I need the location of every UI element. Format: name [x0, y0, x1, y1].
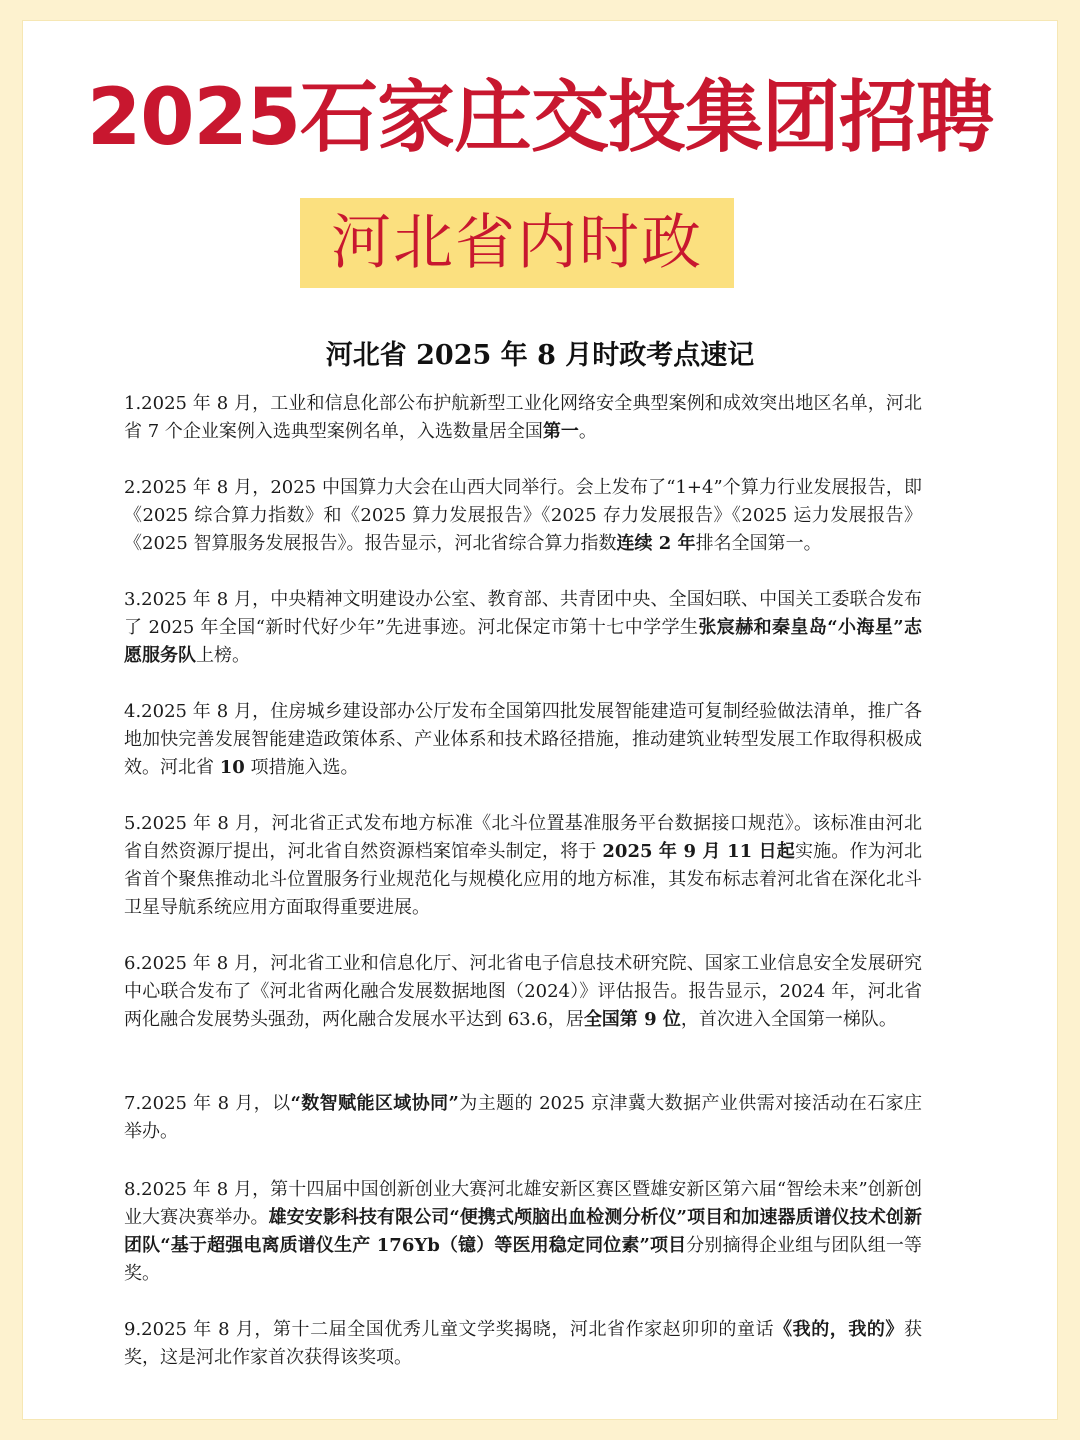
item-text: 排名全国第一。	[695, 533, 822, 554]
item-text: 获奖，这是河北作家首次获得该奖项。	[124, 1319, 922, 1368]
item-text: 上榜。	[196, 645, 250, 666]
item-text: 7.2025 年 8 月，以	[124, 1093, 291, 1114]
news-item-9	[124, 1316, 922, 1372]
main-title: 2025石家庄交投集团招聘	[86, 73, 994, 163]
item-highlight: 10	[219, 757, 245, 778]
item-text: 项措施入选。	[244, 757, 359, 778]
document-title: 河北省 2025 年 8 月时政考点速记	[325, 340, 755, 371]
item-highlight: 2025 年 9 月 11 日起	[602, 841, 795, 862]
item-text: 9.2025 年 8 月，第十二届全国优秀儿童文学奖揭晓，河北省作家赵卯卯的童话	[124, 1319, 775, 1340]
news-item-2	[124, 474, 922, 558]
item-text: 1.2025 年 8 月，工业和信息化部公布护航新型工业化网络安全典型案例和成效突出地区名单，河北省 7 个企业案例入选典型案例名单，入选数量居全国	[124, 393, 922, 442]
item-text: 。	[578, 421, 597, 442]
item-highlight: 《我的，我的》	[774, 1319, 904, 1340]
item-text: 实施。作为河北省首个聚焦推动北斗位置服务行业规范化与规模化应用的地方标准，其发布标志着河北省在深化北斗卫星导航系统应用方面取得重要进展。	[124, 841, 922, 918]
item-text: 8.2025 年 8 月，第十四届中国创新创业大赛河北雄安新区赛区暨雄安新区第六届“智绘未来”创新创业大赛决赛举办。	[124, 1179, 922, 1228]
item-highlight: 连续 2 年	[616, 533, 696, 554]
item-highlight: 全国第 9 位	[583, 1009, 681, 1030]
news-item-5	[124, 810, 922, 922]
item-text: 2.2025 年 8 月，2025 中国算力大会在山西大同举行。会上发布了“1+4”个算力行业发展报告，即《2025 综合算力指数》和《2025 算力发展报告》《2025 存力发展报告》《2025 运力发展报告》《2025 智算服务发展报告》。报告显示，河北省综合算力指数	[124, 477, 922, 554]
item-highlight: 第一	[542, 421, 579, 442]
news-item-3	[124, 586, 922, 670]
item-text: ，首次进入全国第一梯队。	[680, 1009, 897, 1030]
subtitle-highlight	[300, 198, 734, 288]
item-text: 为主题的 2025 京津冀大数据产业供需对接活动在石家庄举办。	[124, 1093, 922, 1142]
item-text: 6.2025 年 8 月，河北省工业和信息化厅、河北省电子信息技术研究院、国家工业信息安全发展研究中心联合发布了《河北省两化融合发展数据地图（2024）》评估报告。报告显示，2024 年，河北省两化融合发展势头强劲，两化融合发展水平达到 63.6，居	[124, 953, 922, 1030]
item-text: 分别摘得企业组与团队组一等奖。	[124, 1235, 922, 1284]
item-highlight: 张宸赫和秦皇岛“小海星”志愿服务队	[124, 617, 922, 666]
item-highlight: 雄安安影科技有限公司“便携式颅脑出血检测分析仪”项目和加速器质谱仪技术创新团队“基于超强电离质谱仪生产 176Yb（镱）等医用稳定同位素”项目	[124, 1207, 922, 1256]
item-text: 5.2025 年 8 月，河北省正式发布地方标准《北斗位置基准服务平台数据接口规范》。该标准由河北省自然资源厅提出，河北省自然资源档案馆牵头制定，将于	[124, 813, 922, 862]
news-item-6	[124, 950, 922, 1034]
subtitle: 河北省内时政	[331, 208, 703, 278]
item-text: 3.2025 年 8 月，中央精神文明建设办公室、教育部、共青团中央、全国妇联、中国关工委联合发布了 2025 年全国“新时代好少年”先进事迹。河北保定市第十七中学学生	[124, 589, 922, 638]
news-item-8	[124, 1176, 922, 1288]
news-item-7	[124, 1090, 922, 1146]
news-item-4	[124, 698, 922, 782]
item-highlight: “数智赋能区域协同”	[290, 1093, 459, 1114]
item-text: 4.2025 年 8 月，住房城乡建设部办公厅发布全国第四批发展智能建造可复制经验做法清单，推广各地加快完善发展智能建造政策体系、产业体系和技术路径措施，推动建筑业转型发展工作取得积极成效。河北省	[124, 701, 922, 778]
news-item-1	[124, 390, 922, 446]
